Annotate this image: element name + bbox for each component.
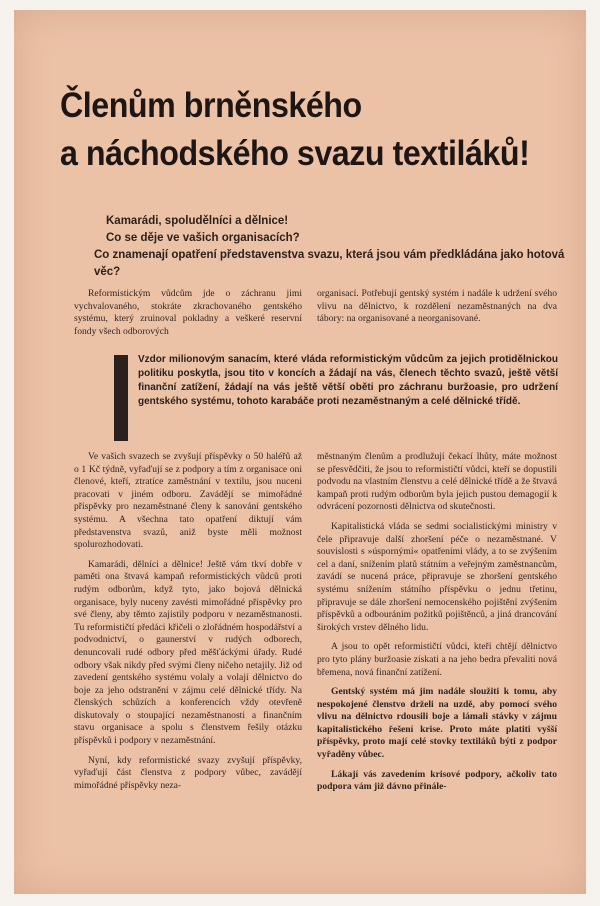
top-right-paragraph xyxy=(317,288,557,333)
intro-questions xyxy=(94,213,576,281)
column-left xyxy=(74,451,302,799)
paragraph: Reformistickým vůdcům jde o záchranu jimi vychvalovaného, stokráte zkrachovaného gentského systému, který zruinoval pokladny a veškeré reservní fondy všech odborových xyxy=(74,288,302,337)
paragraph: Nyní, kdy reformistické svazy zvyšují příspěvky, vyřaďují část členstva z podpory vůbec, zavádějí mimořádné příspěvky neza- xyxy=(74,754,302,791)
highlighted-paragraph: Vzdor milionovým sanacím, které vláda reformistickým vůdcům za jejich protidělnickou politiku poskytla, jsou tito v koncích a žádají na vás, členech těchto svazů, ještě větší finanční zatížení, žádají na vás ještě větší oběti pro záchranu buržoasie, pro udržení gentského systému, tohoto karabáče proti nezaměstnaným a celé dělnické třídě. xyxy=(138,354,558,407)
intro-line-3: Co znamenají opatření představenstva svazu, která jsou vám předkládána jako hotová věc? xyxy=(94,249,565,278)
decorative-bar xyxy=(114,355,128,441)
paragraph: Gentský systém má jim nadále sloužiti k tomu, aby nespokojené členstvo drželi na uzdě, aby pomocí svého vlivu na dělnictvo rdousili boje a lámali stávky v zájmu kapitalistického řešení krise. Proto máte platiti vyšší příspěvky, proto mají celé stovky textiláků býti z podpor vyřaděny vůbec. xyxy=(317,686,557,761)
leaflet-page xyxy=(14,10,586,894)
top-left-paragraph xyxy=(74,288,302,345)
paragraph: městnaným členům a prodlužují čekací lhůty, máte možnost se přesvědčiti, že jsou to reformističtí vůdci, kteří se dopustili podvodu na vlastním členstvu a celé dělnické třídě a že štvavá kampaň proti rudým odborům byla jejich pustou demagogií k odvrácení pozornosti dělnictva od skutečnosti. xyxy=(317,451,557,513)
intro-line-1: Kamarádi, spoludělníci a dělnice! xyxy=(106,215,289,227)
paragraph: Ve vašich svazech se zvyšují příspěvky o 50 haléřů až o 1 Kč týdně, vyřaďují se z podpory a tím z organisace oni členové, kteří, ztratíce zaměstnání v textilu, jsou nuceni pracovati v jiném odboru. Zavádějí se mimořádné příspěvky pro nezaměstnané členy k sanování gentského systému. A všechna tato opatření diktují vám představenstva svazů, aniž byste měli možnost spolurozhodovati. xyxy=(74,451,302,551)
paragraph: A jsou to opět reformističtí vůdci, kteří chtějí dělnictvo pro tyto plány buržoasie získati a na jeho bedra převaliti nová břemena, nová finanční zatížení. xyxy=(317,641,557,678)
paragraph: Kamarádi, dělníci a dělnice! Ještě vám tkví dobře v paměti ona štvavá kampaň reformistických vůdců proti rudým odborům, když tyto, jako bojová dělnická organisace, byly nuceny zavésti mimořádné příspěvky pro své členy, aby těmto zajistily podporu v nezaměstnanosti. Tu reformističtí předáci křičeli o zlořádném hospodářství a podvodnictví, o gaunerství v rudých odborech, denuncovali rudé odbory před měšťáckými úřady. Rudé odbory však nikdy před svými členy ničeho netajily. Již od zavedení gentského systému volaly a volají dělnictvo do boje za jeho odstranění v zájmu celé dělnické třídy. Na členských schůzích a konferencích vždy otevřeně diskutovaly o stoupající nezaměstnanosti a finančním stavu organisace a spolu s členstvem řešily otázku příspěvků i podpory v nezaměstnání. xyxy=(74,558,302,747)
intro-line-2: Co se děje ve vašich organisacích? xyxy=(106,232,300,244)
headline-line-1: Členům brněnského xyxy=(60,86,362,125)
column-right xyxy=(317,451,557,801)
headline-line-2: a náchodského svazu textiláků! xyxy=(60,134,530,173)
paragraph: organisací. Potřebují gentský systém i nadále k udržení svého vlivu na dělnictvo, k rozdělení nezaměstnaných na dva tábory: na organisované a neorganisované. xyxy=(317,288,557,325)
paragraph: Kapitalistická vláda se sedmi socialistickými ministry v čele připravuje další zhoršení péče o nezaměstnané. V souvislosti s »úspornými« opatřeními vlády, a to se zvýšením cel a daní, snížením platů státním a veřejným zaměstnancům, zavádí se nucená práce, připravuje se zhoršení gentského systému snížením státního příspěvku o jednu třetinu, připravuje se dále zhoršení nemocenského pojištění zvýšením příspěvků a odbouráním požitků pojištěnců, a jiná drancování širokých vrstev dělného lidu. xyxy=(317,520,557,633)
paragraph: Lákají vás zavedením krisové podpory, ačkoliv tato podpora vám již dávno přinále- xyxy=(317,768,557,793)
